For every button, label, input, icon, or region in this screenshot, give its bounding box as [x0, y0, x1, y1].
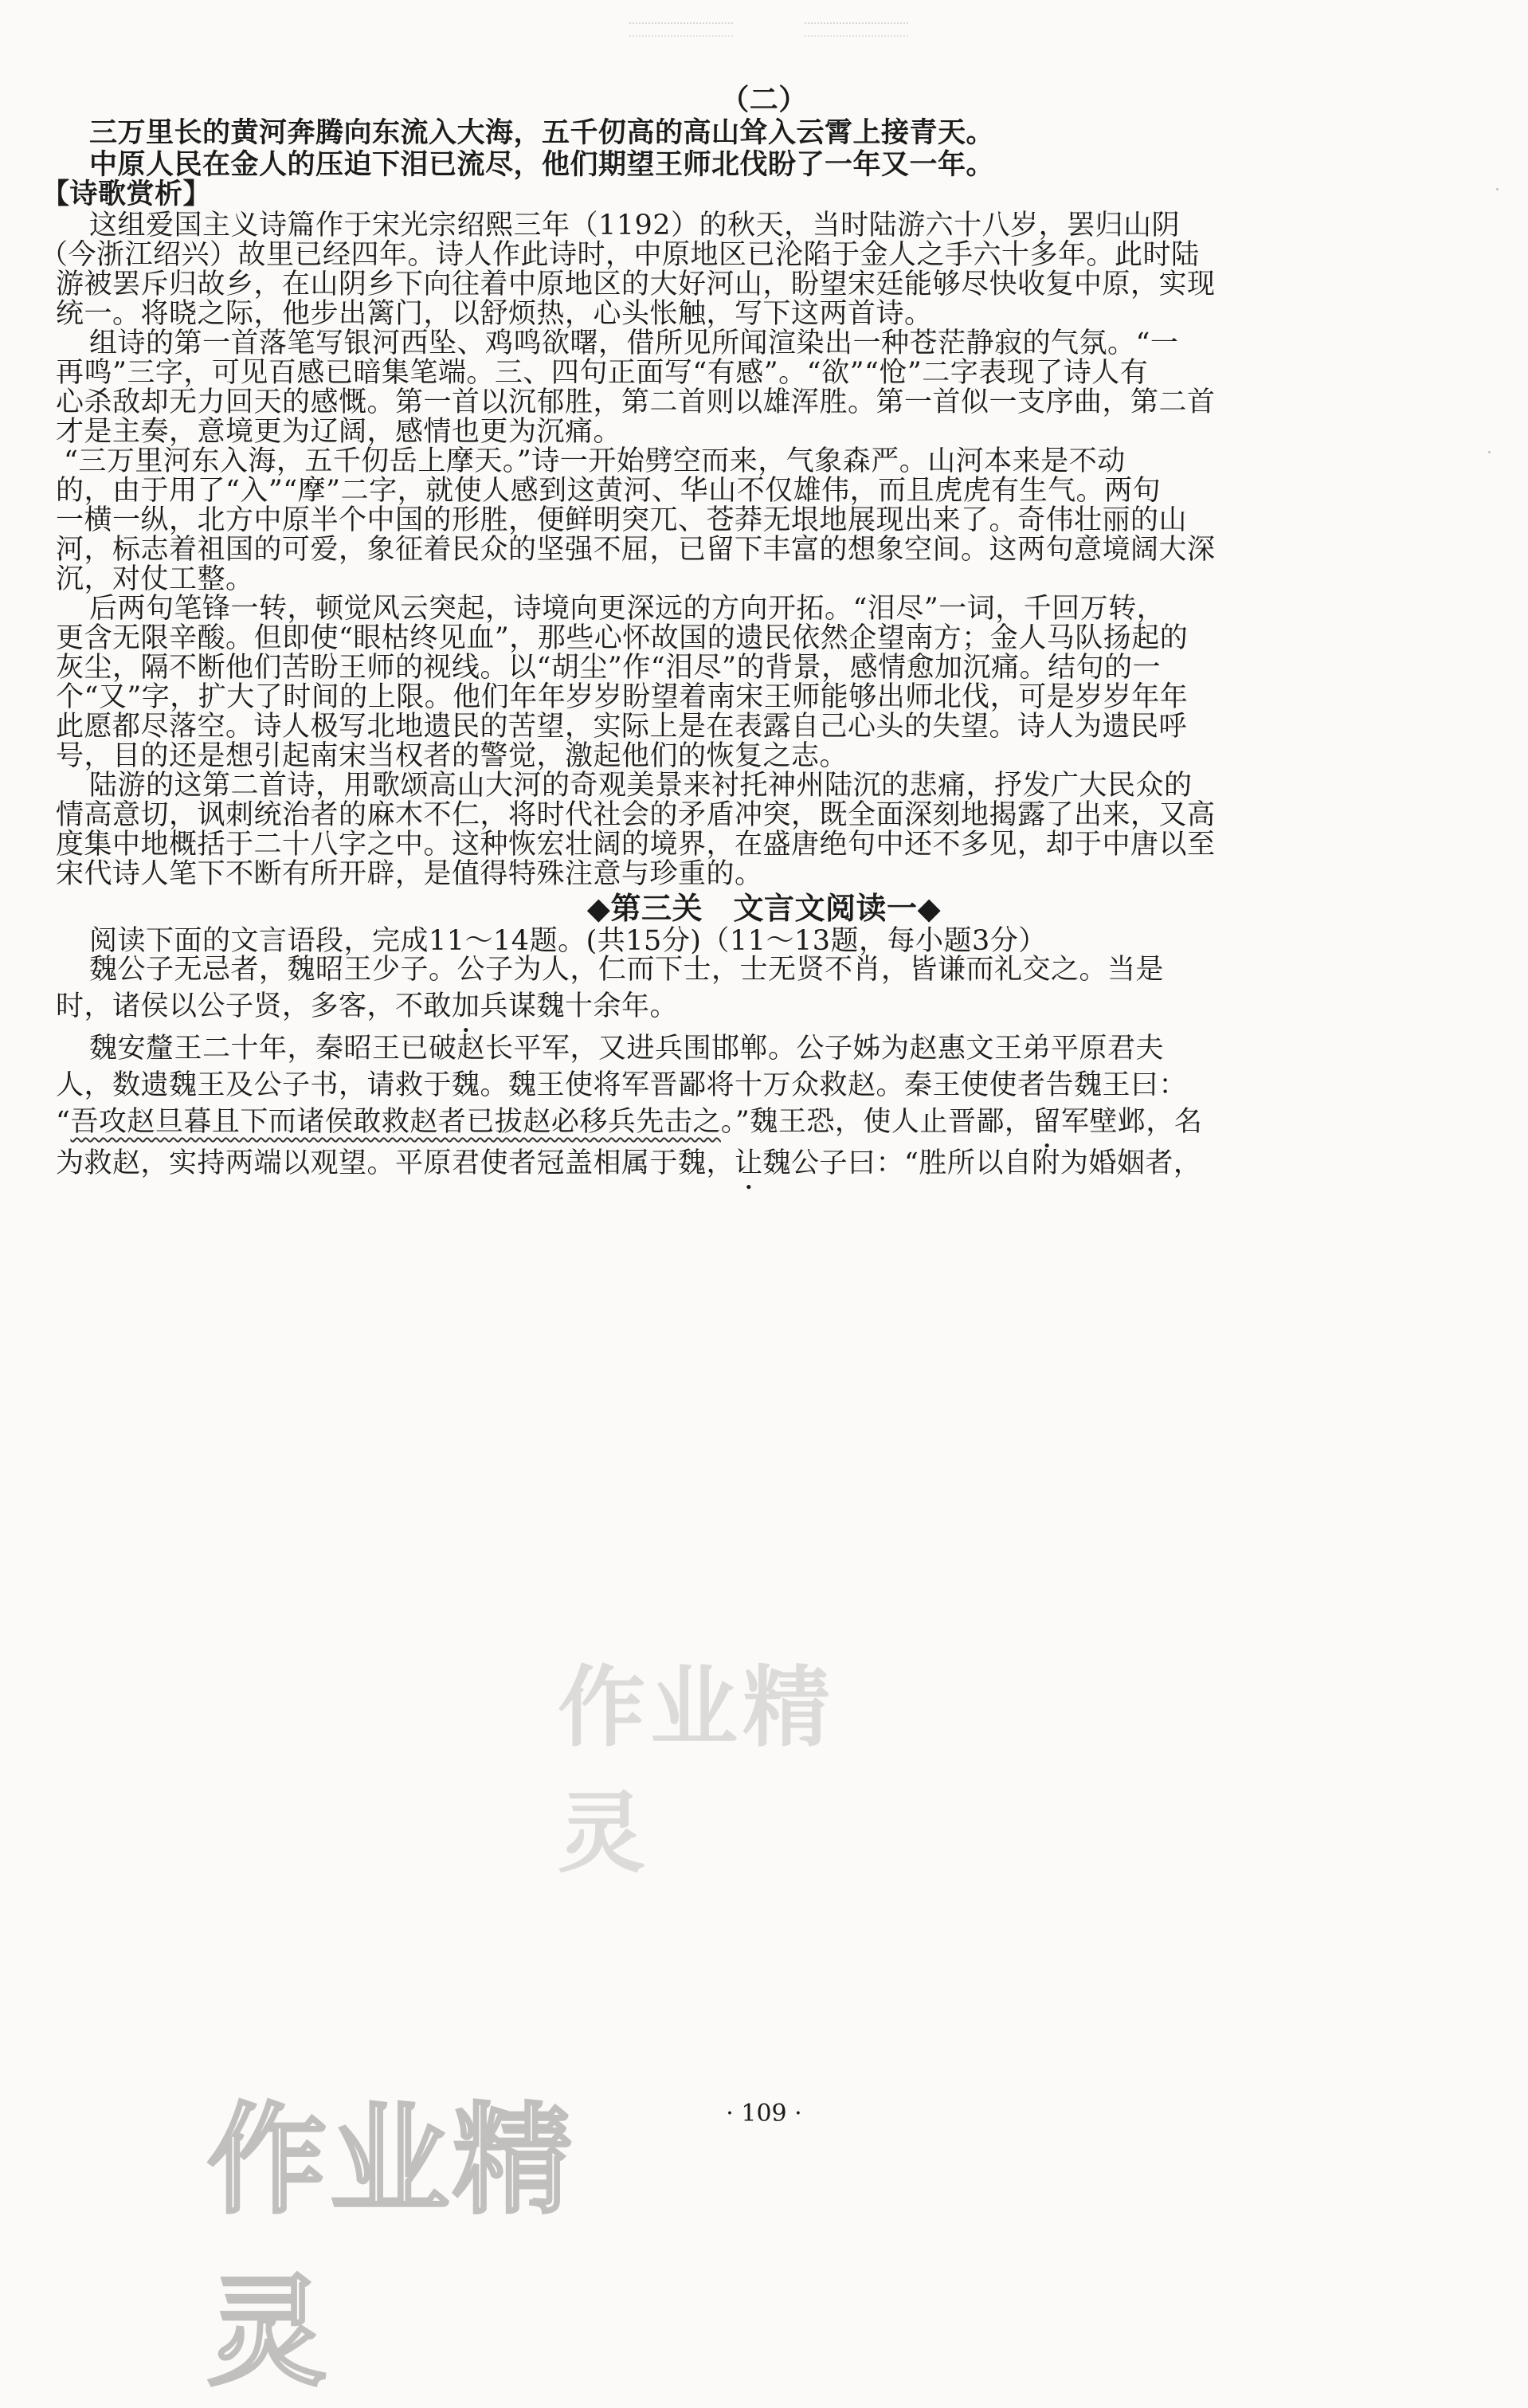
translation-line-2: 中原人民在金人的压迫下泪已流尽，他们期望王师北伐盼了一年又一年。 [89, 148, 995, 181]
analysis-line: 的，由于用了“入”“摩”二字，就使人感到这黄河、华山不仅雄伟，而且虎虎有生气。两句 [56, 475, 1162, 507]
analysis-line: 度集中地概括于二十八字之中。这种恢宏壮阔的境界，在盛唐绝句中还不多见，却于中唐以至 [56, 829, 1216, 861]
analysis-line: 统一。将晓之际，他步出篱门，以舒烦热，心头怅触，写下这两首诗。 [56, 298, 933, 330]
page-number: · 109 · [726, 2100, 802, 2128]
passage-line: 人，数遗魏王及公子书，请救于魏。魏王使将军晋鄙将十万众救赵。秦王使使者告魏王曰： [56, 1069, 1188, 1101]
section-title-classical-reading: ◆第三关 文言文阅读一◆ [586, 890, 942, 926]
analysis-line: 陆游的这第二首诗，用歌颂高山大河的奇观美景来衬托神州陆沉的悲痛，抒发广大民众的 [89, 770, 1193, 802]
passage-line [56, 990, 1394, 1039]
analysis-line: 灰尘，隔不断他们苦盼王师的视线。以“胡尘”作“泪尽”的背景，感情愈加沉痛。结句的一 [56, 652, 1162, 684]
dotted-word: 让 [735, 1147, 763, 1179]
analysis-line: 才是主奏，意境更为辽阔，感情也更为沉痛。 [56, 416, 622, 448]
wavy-underlined-sentence: 吾攻赵旦暮且下而诸侯敢救赵者已拔赵必移兵先击之 [70, 1106, 721, 1138]
translation-line-1: 三万里长的黄河奔腾向东流入大海，五千仞高的高山耸入云霄上接青天。 [89, 116, 995, 149]
analysis-line: 游被罢斥归故乡，在山阴乡下向往着中原地区的大好河山，盼望宋廷能够尽快收复中原，实现 [56, 269, 1216, 300]
analysis-line: 宋代诗人笔下不断有所开辟，是值得特殊注意与珍重的。 [56, 858, 763, 890]
analysis-line: 组诗的第一首落笔写银河西坠、鸡鸣欲曙，借所见所闻渲染出一种苍茫静寂的气氛。“一 [89, 327, 1179, 359]
analysis-line: 再鸣”三字，可见百感已暗集笔端。三、四句正面写“有感”。“欲”“怆”二字表现了诗人有 [56, 357, 1149, 389]
watermark-logo: 作业精灵 [207, 2090, 576, 2402]
passage-text: 魏公子曰：“胜所以自附为婚姻者， [762, 1147, 1202, 1179]
passage-text: 军壁邺，名 [1060, 1106, 1203, 1138]
analysis-line: （今浙江绍兴）故里已经四年。诗人作此诗时，中原地区已沦陷于金人之手六十多年。此时陆 [40, 239, 1200, 271]
passage-text: 兵谋魏十余年。 [480, 990, 679, 1022]
scan-speck [1496, 188, 1499, 190]
passage-text: 。”魏王恐，使人止晋鄙， [720, 1106, 1033, 1138]
passage-line: 魏公子无忌者，魏昭王少子。公子为人，仁而下士，士无贤不肖，皆谦而礼交之。当是 [89, 954, 1165, 986]
scan-speck [1488, 451, 1491, 453]
analysis-line: 号，目的还是想引起南宋当权者的警觉，激起他们的恢复之志。 [56, 740, 848, 772]
analysis-line: 此愿都尽落空。诗人极写北地遗民的苦望，实际上是在表露自己心头的失望。诗人为遗民呼 [56, 711, 1188, 743]
translation-subtitle: （二） [720, 83, 808, 116]
question-instruction: 阅读下面的文言语段，完成11～14题。(共15分)（11～13题，每小题3分） [89, 925, 1047, 957]
passage-text: 为救赵，实持两端以观望。平原君使者冠盖相属于魏， [56, 1147, 735, 1179]
passage-line: 魏安釐王二十年，秦昭王已破赵长平军，又进兵围邯郸。公子姊为赵惠文王弟平原君夫 [89, 1033, 1165, 1065]
analysis-line: 个“又”字，扩大了时间的上限。他们年年岁岁盼望着南宋王师能够出师北伐，可是岁岁年年 [56, 681, 1189, 713]
passage-text: 时，诸侯以公子贤，多客，不敢 [56, 990, 453, 1022]
analysis-line: 心杀敌却无力回天的感慨。第一首以沉郁胜，第二首则以雄浑胜。第一首似一支序曲，第二首 [56, 386, 1216, 418]
scan-artifact [629, 22, 916, 46]
analysis-line: 情高意切，讽刺统治者的麻木不仁，将时代社会的矛盾冲突，既全面深刻地揭露了出来，又高 [56, 799, 1216, 831]
analysis-line: 一横一纵，北方中原半个中国的形胜，便鲜明突兀、苍莽无垠地展现出来了。奇伟壮丽的山 [56, 504, 1188, 536]
dotted-word: 加 [452, 990, 480, 1022]
analysis-line: 河，标志着祖国的可爱，象征着民众的坚强不屈，已留下丰富的想象空间。这两句意境阔大深 [56, 534, 1216, 566]
analysis-line: 沉，对仗工整。 [56, 563, 254, 595]
quote-mark: “ [56, 1106, 71, 1138]
analysis-line: 后两句笔锋一转，顿觉风云突起，诗境向更深远的方向开拓。“泪尽”一词，千回万转， [89, 593, 1166, 625]
watermark-overlay: 作业精灵 [558, 1656, 835, 1884]
analysis-line: “三万里河东入海，五千仞岳上摩天。”诗一开始劈空而来，气象森严。山河本来是不动 [64, 445, 1126, 477]
section-label-poem-analysis: 【诗歌赏析】 [41, 178, 212, 210]
analysis-line: 这组爱国主义诗篇作于宋光宗绍熙三年（1192）的秋天，当时陆游六十八岁，罢归山阴 [89, 210, 1181, 241]
analysis-line: 更含无限辛酸。但即使“眼枯终见血”，那些心怀故国的遗民依然企望南方；金人马队扬起的 [56, 622, 1189, 654]
passage-line [56, 1147, 1394, 1196]
dotted-word: 留 [1032, 1106, 1061, 1138]
